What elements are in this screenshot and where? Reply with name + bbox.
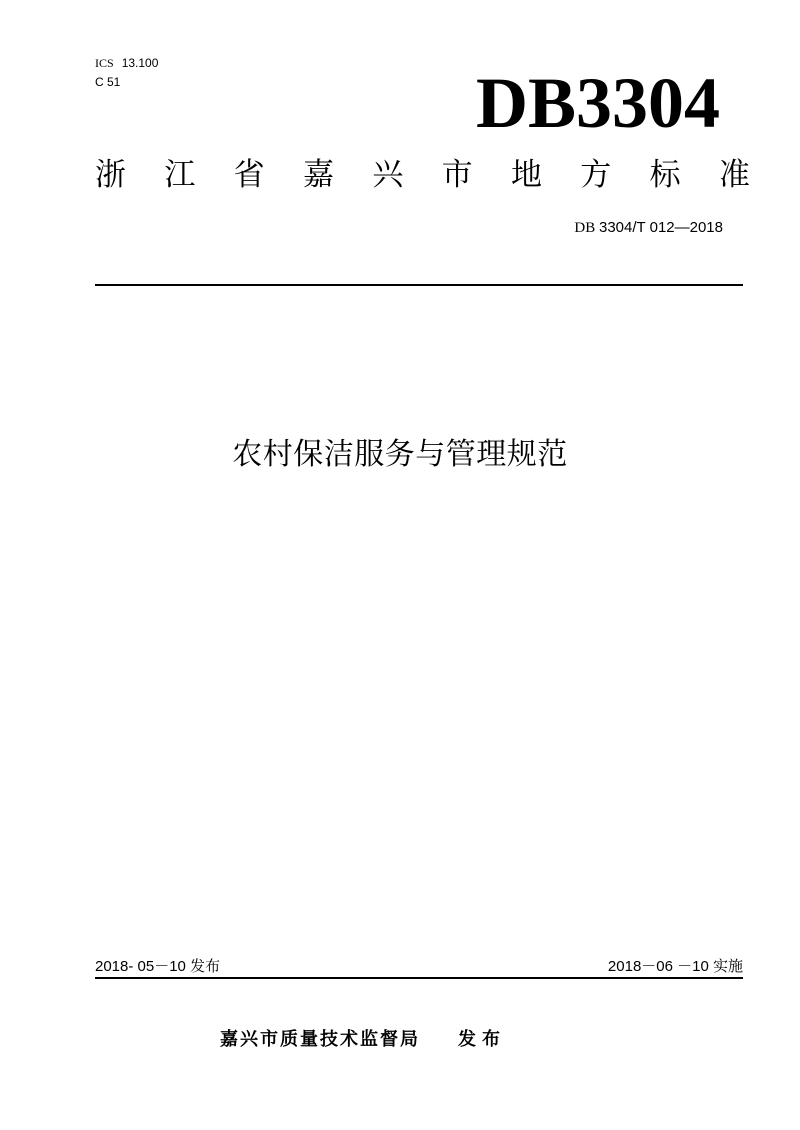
authority-title-char: 标 — [649, 157, 681, 193]
issuing-organization: 嘉兴市质量技术监督局 — [220, 1029, 420, 1050]
classification-block — [95, 54, 158, 92]
standard-code: DB3304 — [475, 63, 720, 143]
publish-date: 2018- 05－10 发布 — [95, 958, 221, 975]
issuing-action: 发布 — [458, 1029, 506, 1050]
authority-title-char: 市 — [441, 157, 473, 193]
standard-number-value: 3304/T 012—2018 — [599, 219, 723, 236]
authority-title-char: 省 — [233, 157, 265, 193]
authority-title-char: 地 — [510, 157, 542, 193]
ics-code: 13.100 — [121, 56, 159, 70]
ics-row — [95, 54, 158, 73]
ics-label: ICS — [95, 56, 114, 70]
authority-title-char: 准 — [718, 157, 750, 193]
footer-divider — [95, 977, 743, 979]
authority-title — [95, 150, 750, 200]
ccs-code: C 51 — [95, 75, 121, 89]
authority-title-char: 方 — [580, 157, 612, 193]
header-divider — [95, 284, 743, 286]
ccs-row — [95, 73, 158, 92]
authority-title-char: 江 — [164, 157, 196, 193]
document-title: 农村保洁服务与管理规范 — [232, 437, 568, 472]
authority-title-char: 浙 — [95, 157, 126, 193]
effective-date: 2018－06 －10 实施 — [607, 958, 743, 975]
authority-title-char: 兴 — [372, 157, 404, 193]
authority-title-char: 嘉 — [302, 157, 334, 193]
standard-number-prefix: DB — [574, 220, 596, 236]
standard-number — [574, 216, 723, 240]
dates-row — [95, 956, 743, 978]
issuer-line — [220, 1025, 506, 1055]
